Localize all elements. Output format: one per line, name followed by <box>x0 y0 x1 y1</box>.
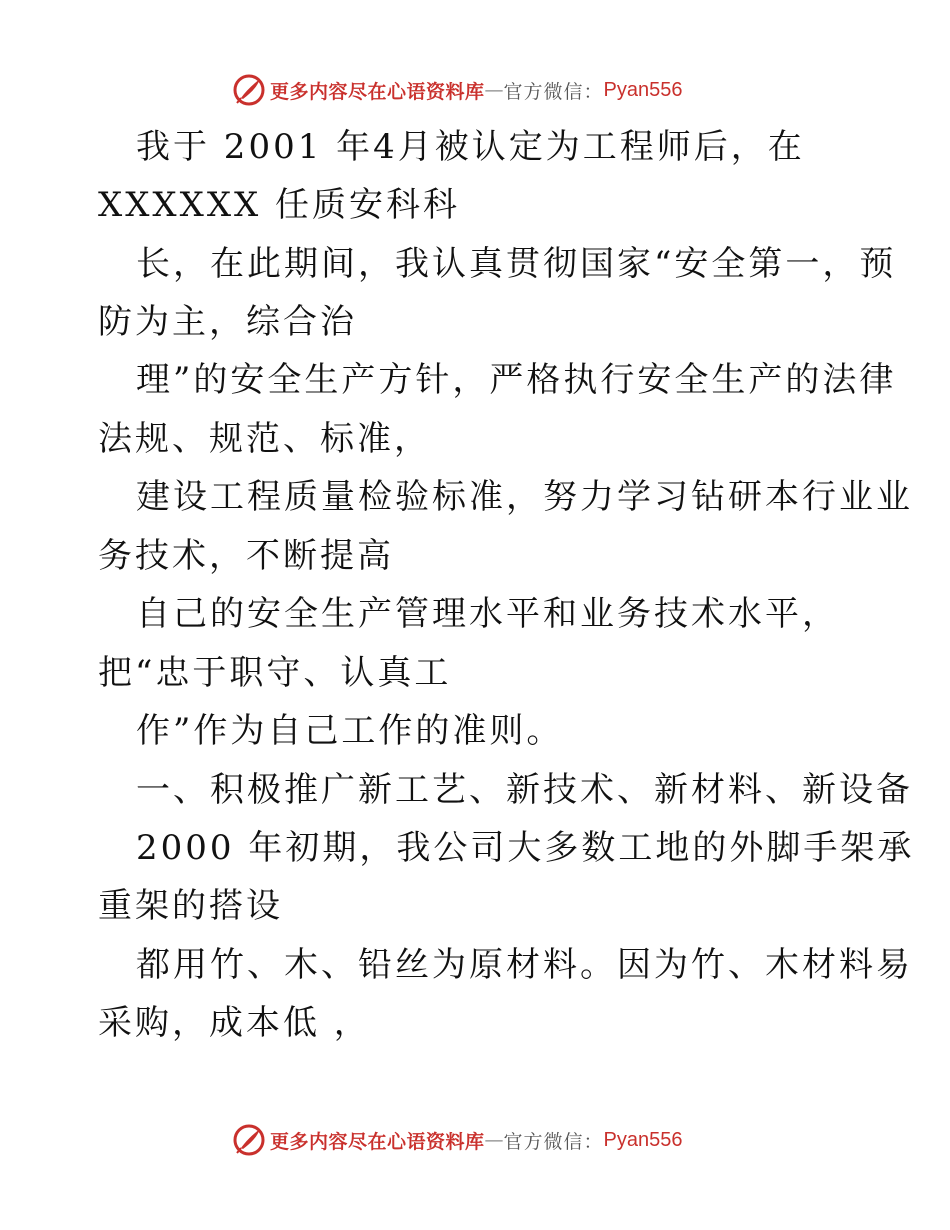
paragraph-line: 采购，成本低 ， <box>98 1003 371 1043</box>
paragraph-line: 防为主，综合治 <box>98 302 357 342</box>
watermark-separator: — <box>484 1129 504 1151</box>
paragraph-line: 作”作为自己工作的准则。 <box>136 711 564 751</box>
feather-pen-logo-icon <box>232 1123 266 1157</box>
watermark-text: 更多内容尽在心语资料库 <box>270 80 485 103</box>
watermark-text: 更多内容尽在心语资料库 <box>270 1130 485 1153</box>
paragraph-line: 2000 年初期，我公司大多数工地的外脚手架承 <box>136 828 915 868</box>
paragraph-line: 长，在此期间，我认真贯彻国家“安全第一，预 <box>136 244 897 284</box>
watermark-separator: — <box>484 79 504 101</box>
section-heading: 一、积极推广新工艺、新技术、新材料、新设备 <box>136 770 913 810</box>
paragraph-line: 务技术，不断提高 <box>98 536 394 576</box>
watermark-banner-bottom <box>232 1120 683 1160</box>
feather-pen-logo-icon <box>232 73 266 107</box>
paragraph-line: 我于 2001 年4月被认定为工程师后，在 <box>136 127 805 167</box>
paragraph-line: 自己的安全生产管理水平和业务技术水平， <box>136 594 839 634</box>
paragraph-line: 都用竹、木、铅丝为原材料。因为竹、木材料易 <box>136 945 913 985</box>
watermark-wechat-id: Pyan556 <box>603 1128 683 1151</box>
paragraph-line: XXXXXX 任质安科科 <box>98 185 461 225</box>
paragraph-line: 重架的搭设 <box>98 886 283 926</box>
watermark-banner-top <box>232 70 683 110</box>
watermark-wechat-label: 官方微信： <box>503 1130 604 1153</box>
paragraph-line: 建设工程质量检验标准，努力学习钻研本行业业 <box>136 477 913 517</box>
watermark-wechat-label: 官方微信： <box>503 80 604 103</box>
paragraph-line: 法规、规范、标准， <box>98 419 431 459</box>
watermark-wechat-id: Pyan556 <box>603 78 683 101</box>
paragraph-line: 把“忠于职守、认真工 <box>98 653 452 693</box>
paragraph-line: 理”的安全生产方针，严格执行安全生产的法律 <box>136 360 897 400</box>
